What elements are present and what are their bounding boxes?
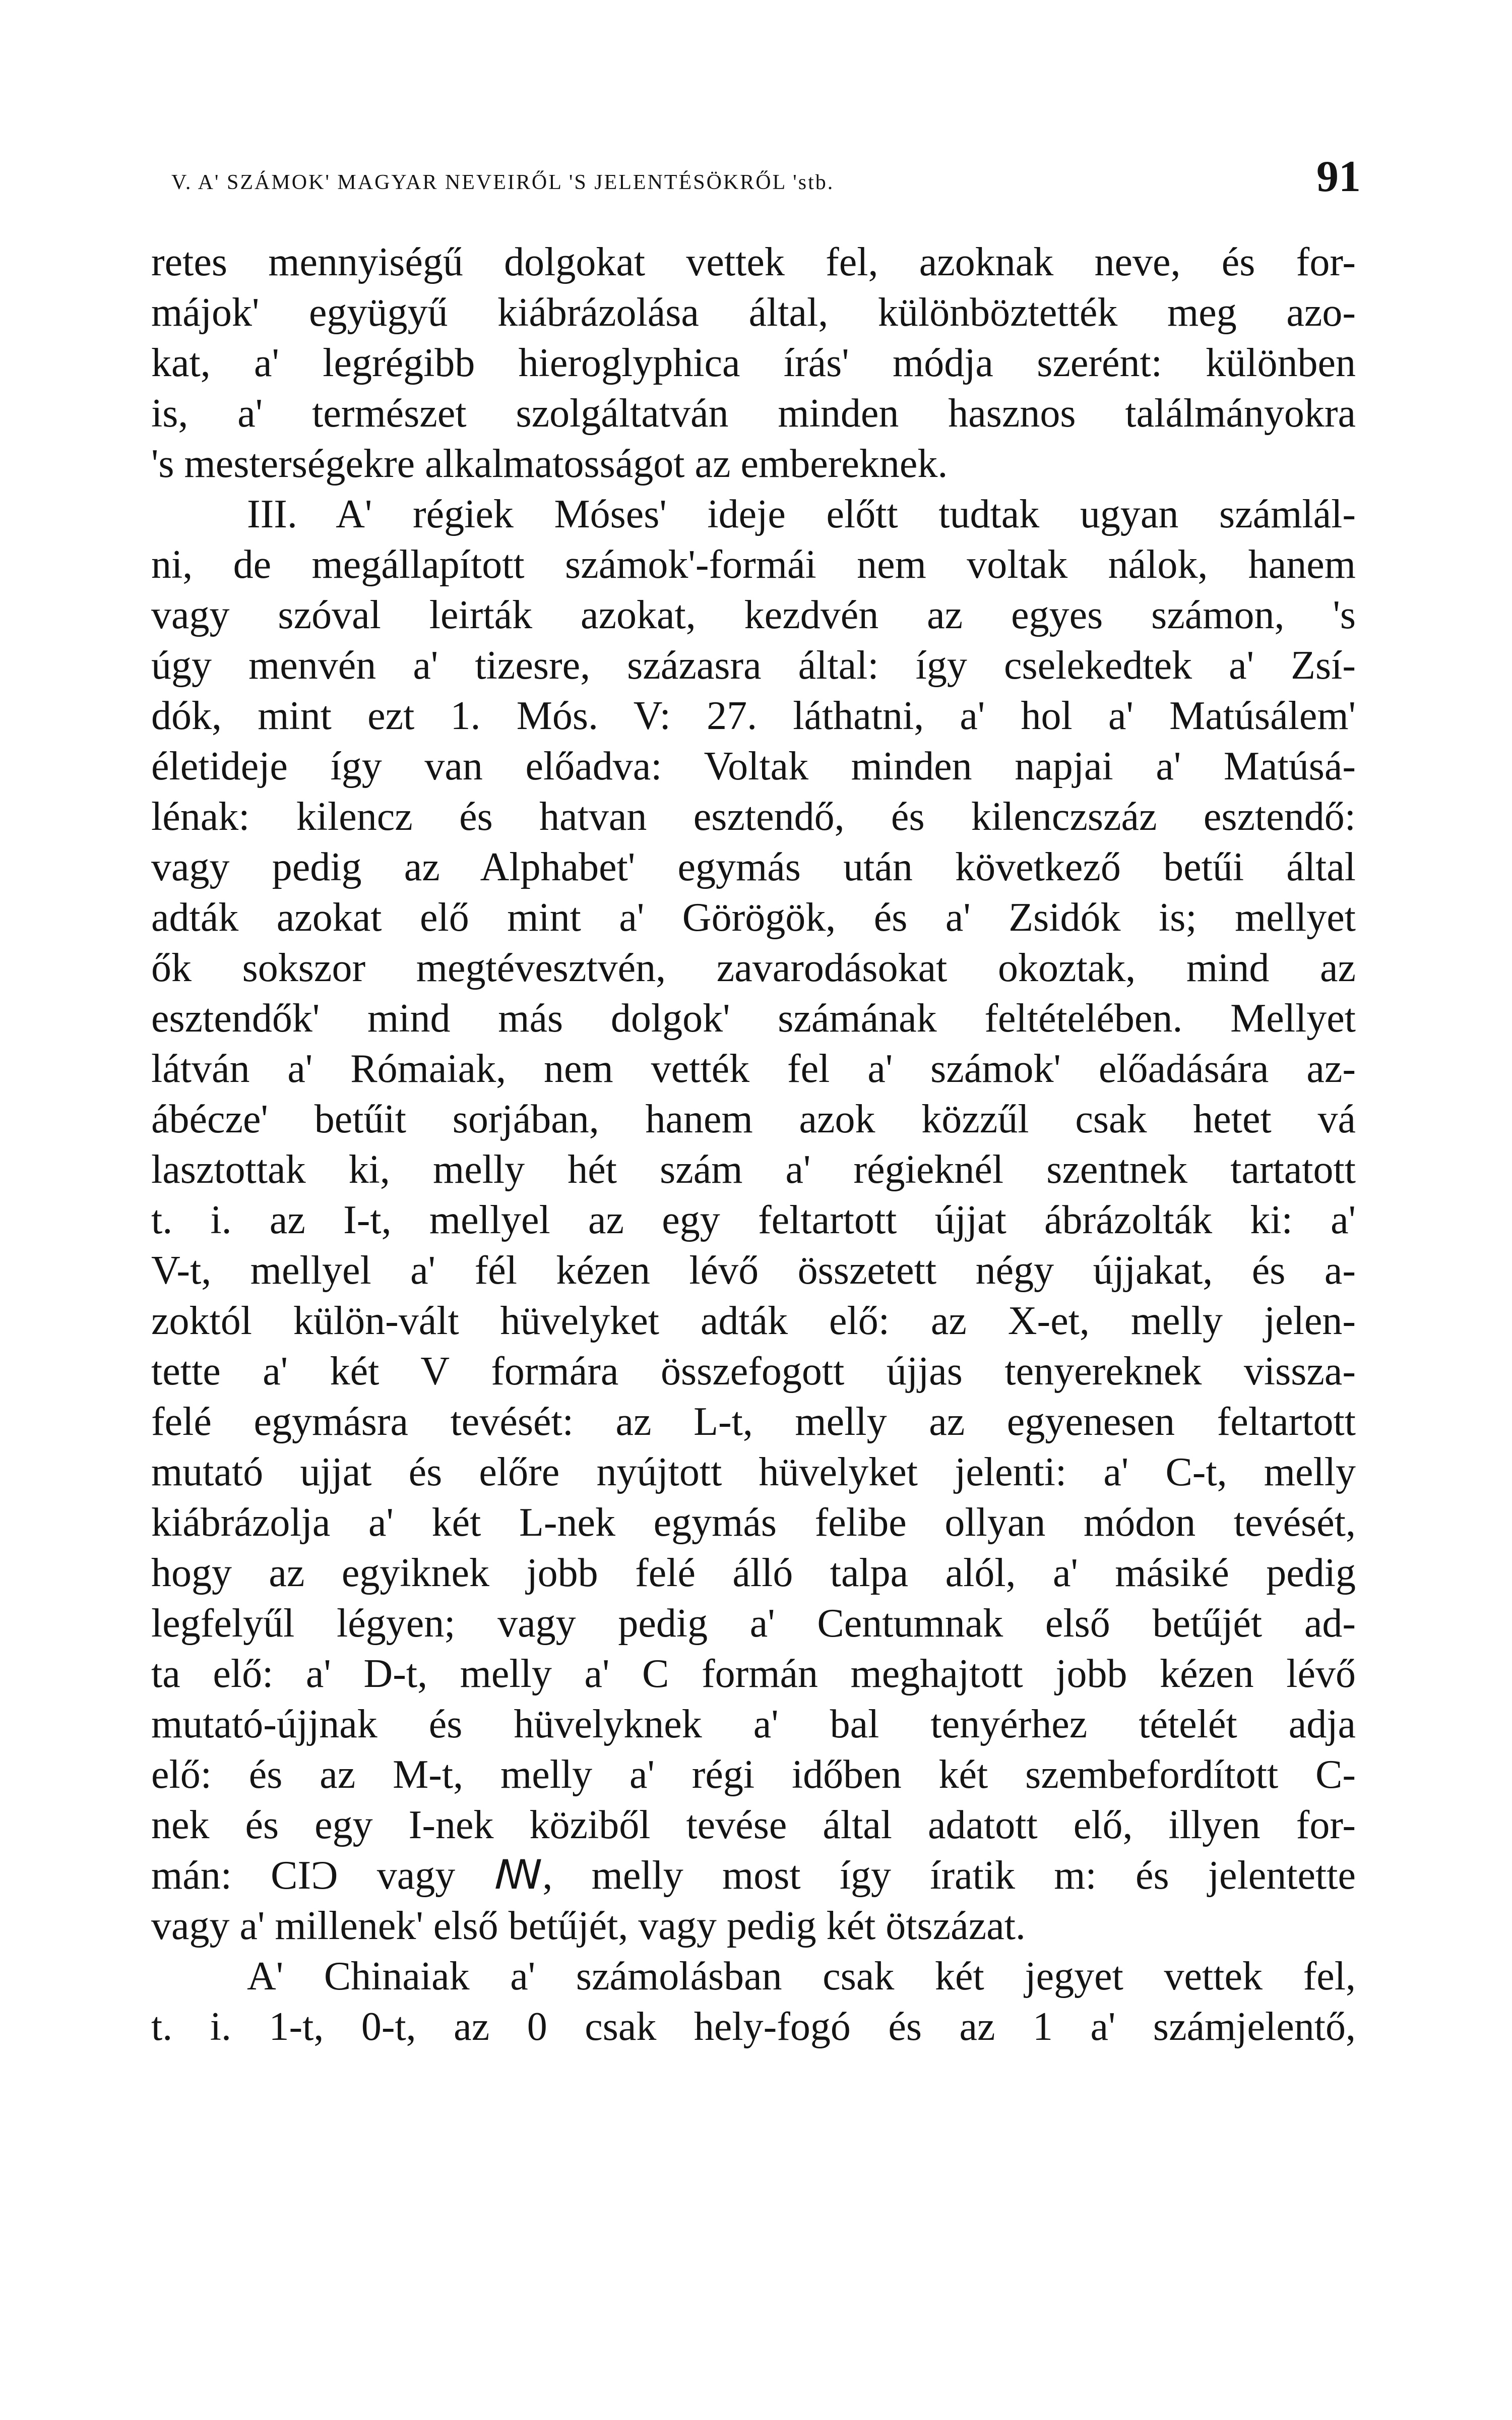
text-line: t. i. 1-t, 0-t, az 0 csak hely-fogó és az 1 a' számjelentő, <box>151 2005 1356 2049</box>
text-line: ábécze' betűit sorjában, hanem azok közzűl csak hetet vá <box>151 1097 1356 1141</box>
text-line: mutató ujjat és előre nyújtott hüvelyket jelenti: a' C-t, melly <box>151 1450 1356 1494</box>
text-line: legfelyűl légyen; vagy pedig a' Centumnak első betűjét ad- <box>151 1601 1356 1646</box>
text-line: dók, mint ezt 1. Mós. V: 27. láthatni, a' hol a' Matúsálem' <box>151 694 1356 738</box>
text-line: is, a' természet szolgáltatván minden hasznos találmányokra <box>151 391 1356 436</box>
text-line: májok' együgyű kiábrázolása által, különböztették meg azo- <box>151 290 1356 335</box>
text-line: lasztottak ki, melly hét szám a' régieknél szentnek tartatott <box>151 1147 1356 1192</box>
text-line: ta elő: a' D-t, melly a' C formán meghajtott jobb kézen lévő <box>151 1652 1356 1696</box>
text-line: látván a' Rómaiak, nem vették fel a' számok' előadására az- <box>151 1047 1356 1091</box>
text-line: hogy az egyiknek jobb felé álló talpa alól, a' másiké pedig <box>151 1551 1356 1595</box>
text-line: elő: és az M-t, melly a' régi időben két szembefordított C- <box>151 1752 1356 1797</box>
text-line: esztendők' mind más dolgok' számának feltételében. Mellyet <box>151 996 1356 1041</box>
paragraph-chinese-numbers <box>151 1951 1356 2052</box>
text-line: III. A' régiek Móses' ideje előtt tudtak ugyan számlál- <box>247 492 1356 536</box>
text-line: nek és egy I-nek köziből tevése által adatott elő, illyen for- <box>151 1803 1356 1847</box>
text-line: A' Chinaiak a' számolásban csak két jegyet vettek fel, <box>247 1954 1356 1999</box>
text-line: úgy menvén a' tizesre, százasra által: így cselekedtek a' Zsí- <box>151 643 1356 688</box>
text-line: tette a' két V formára összefogott újjas tenyereknek vissza- <box>151 1349 1356 1394</box>
running-head-title: V. A' SZÁMOK' MAGYAR NEVEIRŐL 'S JELENTÉSÖKRŐL 'stb. <box>171 171 835 194</box>
running-head <box>171 151 1361 212</box>
text-line: t. i. az I-t, mellyel az egy feltartott újjat ábrázolták ki: a' <box>151 1198 1356 1242</box>
text-line: kat, a' legrégibb hieroglyphica írás' módja szerént: különben <box>151 341 1356 385</box>
text-line: V-t, mellyel a' fél kézen lévő összetett négy újjakat, és a- <box>151 1248 1356 1293</box>
page-number: 91 <box>1316 152 1361 201</box>
text-line: 's mesterségekre alkalmatosságot az embereknek. <box>151 442 948 486</box>
text-line: életideje így van előadva: Voltak minden napjai a' Matúsá- <box>151 744 1356 789</box>
text-line: vagy pedig az Alphabet' egymás után következő betűi által <box>151 845 1356 889</box>
paragraph-section-iii <box>151 489 1356 1951</box>
text-body <box>151 237 1356 2052</box>
text-line: vagy szóval leirták azokat, kezdvén az egyes számon, 's <box>151 593 1356 637</box>
text-line: retes mennyiségű dolgokat vettek fel, azoknak neve, és for- <box>151 240 1356 284</box>
text-line: ők sokszor megtévesztvén, zavarodásokat okoztak, mind az <box>151 946 1356 990</box>
text-line: mán: CIƆ vagy ꟿ, melly most így íratik m: és jelentette <box>151 1853 1356 1898</box>
text-line: lénak: kilencz és hatvan esztendő, és kilenczszáz esztendő: <box>151 795 1356 839</box>
text-line: vagy a' millenek' első betűjét, vagy pedig két ötszázat. <box>151 1904 1026 1948</box>
text-line: adták azokat elő mint a' Görögök, és a' Zsidók is; mellyet <box>151 895 1356 940</box>
text-line: ni, de megállapított számok'-formái nem voltak nálok, hanem <box>151 542 1356 587</box>
text-line: felé egymásra tevését: az L-t, melly az egyenesen feltartott <box>151 1400 1356 1444</box>
text-line: mutató-újjnak és hüvelyknek a' bal tenyérhez tételét adja <box>151 1702 1356 1746</box>
text-line: zoktól külön-vált hüvelyket adták elő: az X-et, melly jelen- <box>151 1299 1356 1343</box>
paragraph-continuation <box>151 237 1356 489</box>
text-line: kiábrázolja a' két L-nek egymás felibe ollyan módon tevését, <box>151 1500 1356 1545</box>
